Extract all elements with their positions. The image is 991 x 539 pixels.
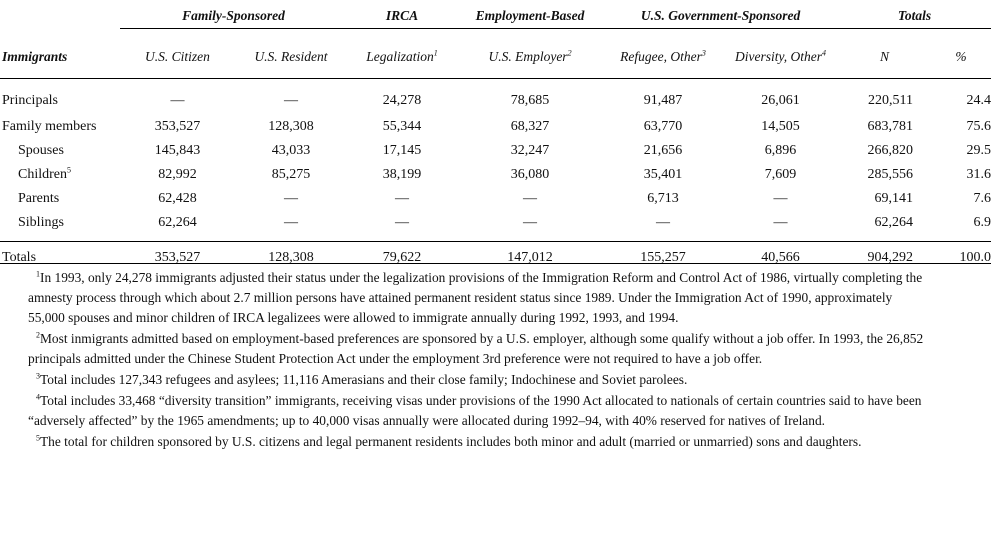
group-employment-based: Employment-Based: [457, 0, 603, 36]
table-row: [0, 139, 991, 163]
table-body: [0, 79, 991, 275]
table-cell: 82,992: [158, 167, 197, 182]
table-cell: 7.6: [973, 191, 991, 206]
table-cell: 79,622: [347, 242, 457, 275]
table-cell: 36,080: [510, 167, 550, 182]
table-cell: 145,843: [154, 143, 201, 158]
table-cell: 35,401: [643, 167, 683, 182]
table-row: [0, 211, 991, 242]
table-cell: 683,781: [867, 119, 914, 134]
footnotes: [28, 268, 928, 453]
col-n: N: [838, 36, 931, 79]
group-family-sponsored: Family-Sponsored: [120, 0, 347, 36]
col-diversity-other: Diversity, Other$^4$: [723, 36, 838, 79]
table-cell: 43,033: [271, 143, 311, 158]
group-header-row: [0, 0, 991, 36]
table-cell: 68,327: [510, 119, 550, 134]
table-cell: —: [170, 93, 185, 108]
col-legalization: Legalization$^1$: [347, 36, 457, 79]
table-cell: 62,428: [158, 191, 197, 206]
col-refugee-other: Refugee, Other$^3$: [603, 36, 723, 79]
table-cell: 266,820: [867, 143, 914, 158]
row-label: Principals: [2, 93, 58, 108]
table-cell: 353,527: [120, 242, 235, 275]
table-cell: 24.4: [966, 93, 991, 108]
col-us-employer: U.S. Employer$^2$: [457, 36, 603, 79]
table-cell: 69,141: [874, 191, 914, 206]
table-cell: 31.6: [966, 167, 991, 182]
table-cell: 78,685: [510, 93, 550, 108]
footnote: $^3$Total includes 127,343 refugees and asylees; 11,116 Amerasians and their close family; Indochinese and Soviet parolees.: [36, 371, 688, 387]
table-cell: 55,344: [382, 119, 422, 134]
table-cell: 904,292: [838, 242, 931, 275]
table-cell: 32,247: [510, 143, 550, 158]
table-cell: —: [395, 191, 410, 206]
table-cell: 63,770: [643, 119, 683, 134]
footnote: $^4$Total includes 33,468 “diversity transition” immigrants, receiving visas under provisions of the 1990 Act allocated to nationals of certain countries said to have been “adversely affected” by the 1965 amendments; up to 40,000 visas annually were allocated during 1992–94, with 40% reserved for natives of Ireland.: [28, 392, 922, 428]
table-cell: 17,145: [382, 143, 422, 158]
table-cell: —: [284, 191, 298, 206]
row-label: Parents: [18, 191, 60, 206]
table-cell: 40,566: [723, 242, 838, 275]
col-immigrants: Immigrants: [0, 36, 120, 79]
col-us-citizen: U.S. Citizen: [120, 36, 235, 79]
table-cell: 6,896: [764, 143, 797, 158]
table-bottom-rule: [0, 263, 991, 264]
footnote: $^5$The total for children sponsored by U.S. citizens and legal permanent residents includes both minor and adult (married or unmarried) sons and daughters.: [36, 433, 862, 449]
group-totals: Totals: [838, 0, 991, 36]
table-row: [0, 79, 991, 114]
table-cell: 128,308: [268, 119, 314, 134]
col-percent: %: [931, 36, 991, 79]
table-cell: 100.0: [931, 242, 991, 275]
table-cell: 128,308: [235, 242, 347, 275]
table-cell: 220,511: [868, 93, 914, 108]
table-row: [0, 163, 991, 187]
table-cell: 6,713: [647, 191, 679, 206]
table-cell: —: [284, 215, 298, 230]
footnote: $^2$Most inmigrants admitted based on employment-based preferences are sponsored by a U.S. employer, although some qualify without a job offer. In 1993, the 26,852 principals admitted under the Chinese Student Protection Act under the employment 3rd preference were not required to have a job offer.: [28, 330, 924, 366]
table-cell: 353,527: [154, 119, 201, 134]
footnote: $^1$In 1993, only 24,278 immigrants adjusted their status under the legalization provisions of the Immigration Reform and Control Act of 1986, virtually completing the amnesty process through which about 2.7 million persons have attained permanent resident status since 1989. Under the Immigration Act of 1990, approximately 55,000 spouses and minor children of IRCA legalizees were allowed to immigrate annually during 1992, 1993, and 1994.: [28, 269, 923, 325]
table-cell: 38,199: [382, 167, 422, 182]
table-cell: —: [656, 215, 671, 230]
table-cell: 29.5: [966, 143, 991, 158]
table-cell: 285,556: [867, 167, 914, 182]
group-irca: IRCA: [347, 0, 457, 36]
row-label: Children$^5$: [18, 165, 71, 182]
table-cell: 62,264: [158, 215, 197, 230]
table-cell: —: [523, 191, 538, 206]
table-cell: 75.6: [966, 119, 991, 134]
table-cell: 24,278: [382, 93, 422, 108]
table-cell: 14,505: [761, 119, 800, 134]
table-cell: 6.9: [973, 215, 991, 230]
table-cell: 85,275: [271, 167, 311, 182]
table-cell: 147,012: [457, 242, 603, 275]
table-cell: —: [773, 191, 788, 206]
row-label: Spouses: [18, 143, 64, 158]
table-row: [0, 113, 991, 139]
col-us-resident: U.S. Resident: [235, 36, 347, 79]
table-cell: —: [773, 215, 788, 230]
table-cell: 91,487: [643, 93, 683, 108]
table-cell: 21,656: [643, 143, 683, 158]
table-cell: 7,609: [764, 167, 797, 182]
table-cell: —: [284, 93, 298, 108]
row-label: Family members: [2, 119, 97, 134]
table-row: [0, 187, 991, 211]
column-header-row: [0, 36, 991, 79]
table-cell: 155,257: [603, 242, 723, 275]
row-label: Siblings: [18, 215, 64, 230]
table-cell: —: [523, 215, 538, 230]
table-cell: —: [395, 215, 410, 230]
table-cell: 26,061: [761, 93, 800, 108]
table-cell: 62,264: [874, 215, 914, 230]
group-government-sponsored: U.S. Government-Sponsored: [603, 0, 838, 36]
row-label: Totals: [0, 242, 120, 275]
